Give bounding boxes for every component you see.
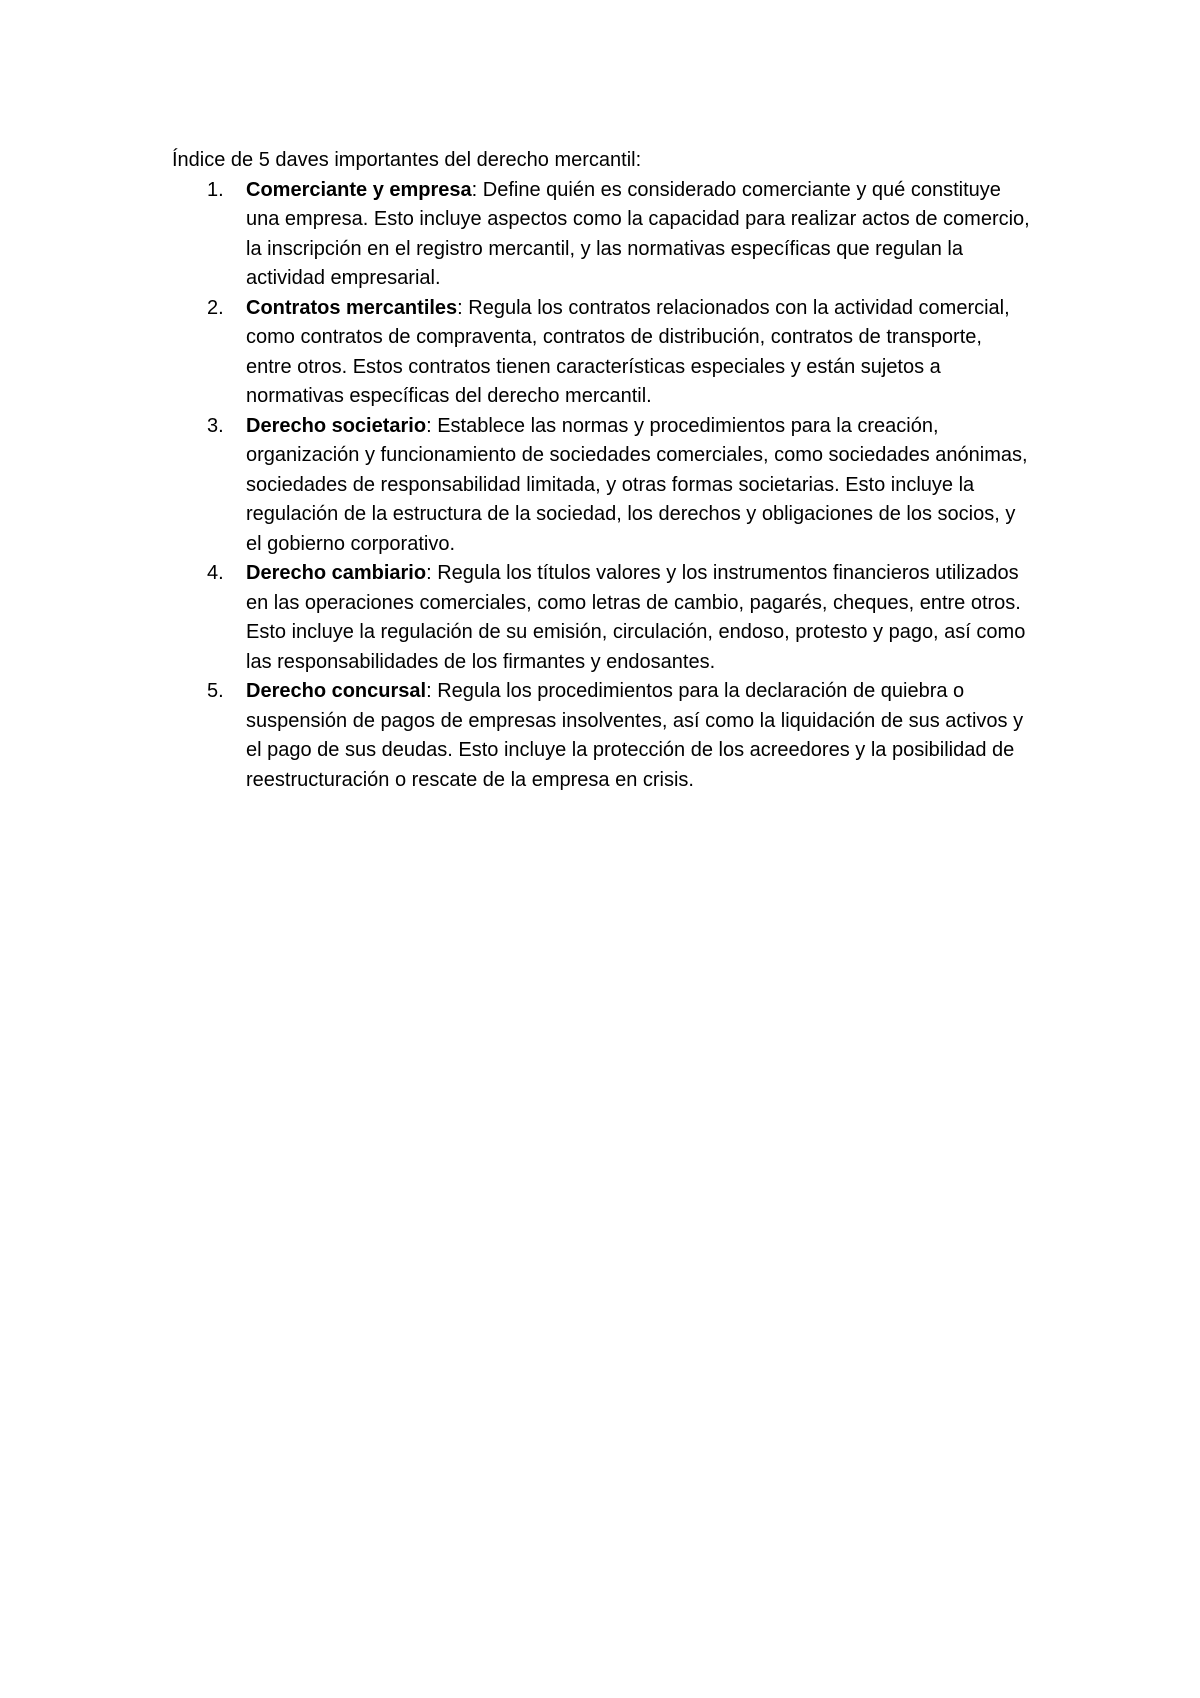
- list-item-text: : Regula los títulos valores y los instrumentos financieros utilizados en las operaciones comerciales, como letras de cambio, pagarés, cheques, entre otros. Esto incluye la regulación de su emisión, circulación, endoso, protesto y pago, así como las responsabilidades de los firmantes y endosantes.: [246, 562, 1026, 673]
- document-body: [172, 146, 1032, 795]
- list-item-number: 5.: [207, 680, 224, 702]
- list-item: [172, 412, 1032, 560]
- list-item-term: Contratos mercantiles: [246, 296, 458, 319]
- list-item-text: : Regula los contratos relacionados con la actividad comercial, como contratos de compraventa, contratos de distribución, contratos de transporte, entre otros. Estos contratos tienen características especiales y están sujetos a normativas específicas del derecho mercantil.: [246, 296, 1010, 407]
- list-item-text: : Define quién es considerado comerciante y qué constituye una empresa. Esto incluye aspectos como la capacidad para realizar actos de comercio, la inscripción en el registro mercantil, y las normativas específicas que regulan la actividad empresarial.: [246, 178, 1030, 289]
- key-points-list: [172, 176, 1032, 796]
- document-heading: Índice de 5 daves importantes del derecho mercantil:: [172, 149, 642, 171]
- list-item: [172, 294, 1032, 412]
- list-item-number: 3.: [207, 414, 224, 437]
- list-item: [172, 677, 1032, 795]
- list-item: [172, 559, 1032, 677]
- list-item-term: Derecho societario: [246, 414, 427, 437]
- list-item-term: Comerciante y empresa: [246, 178, 472, 201]
- list-item-number: 2.: [207, 296, 224, 319]
- list-item-number: 1.: [207, 178, 224, 201]
- list-item-term: Derecho cambiario: [246, 562, 427, 584]
- list-item-text: : Establece las normas y procedimientos para la creación, organización y funcionamiento de sociedades comerciales, como sociedades anónimas, sociedades de responsabilidad limitada, y otras formas societarias. Esto incluye la regulación de la estructura de la sociedad, los derechos y obligaciones de los socios, y el gobierno corporativo.: [246, 414, 1028, 555]
- list-item-text: : Regula los procedimientos para la declaración de quiebra o suspensión de pagos de empresas insolventes, así como la liquidación de sus activos y el pago de sus deudas. Esto incluye la protección de los acreedores y la posibilidad de reestructuración o rescate de la empresa en crisis.: [246, 680, 1024, 791]
- list-item-term: Derecho concursal: [246, 680, 427, 702]
- list-item-number: 4.: [207, 562, 224, 584]
- list-item: [172, 176, 1032, 294]
